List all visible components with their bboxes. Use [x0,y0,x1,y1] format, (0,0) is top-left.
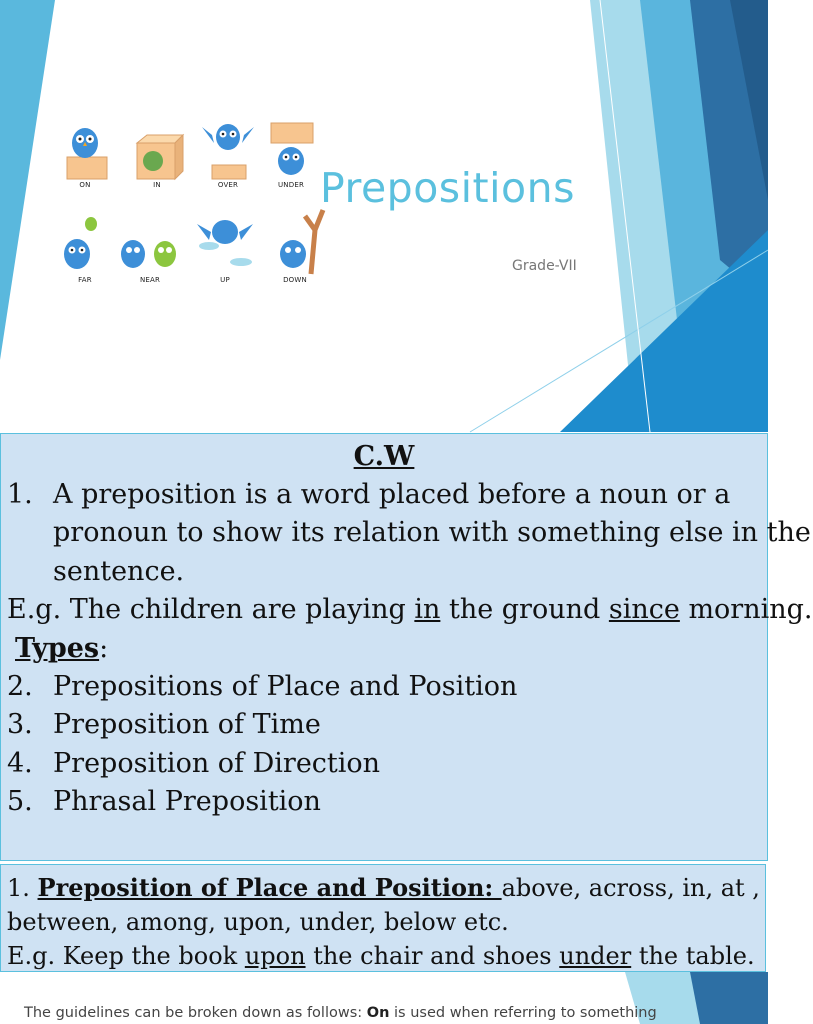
owl-down [265,210,325,285]
types-label: Types [15,632,100,664]
owl-label-over: OVER [217,181,239,189]
owl-near [115,210,185,285]
owl-over [198,115,258,190]
place-position-example [7,939,765,973]
slide-subtitle: Grade-VII [512,258,577,274]
owl-up-icon [195,210,255,280]
guidelines-keyword-on: On [366,1005,390,1021]
example-preposition-since: since [608,594,680,626]
list-item-1-text: A preposition is a word placed before a noun or a [53,479,731,510]
list-item-text: Preposition of Time [53,709,321,741]
example-sentence [1,591,813,629]
list-item-1-text: pronoun to show its relation with something else in the [53,517,811,549]
owl-label-in: IN [153,181,161,189]
list-item [1,706,767,744]
owl-far [55,210,115,285]
place-position-list: above, across, in, at , [501,874,760,902]
types-heading [1,630,767,668]
list-item-text: Phrasal Preposition [53,786,321,818]
list-item [1,783,767,821]
guidelines-text-part: is used when referring to something [389,1005,657,1021]
owl-label-under: UNDER [277,181,305,189]
place-position-title: Preposition of Place and Position: [37,873,502,902]
example-text: morning. [679,594,813,626]
owl-down-icon [265,210,325,280]
list-item [1,745,767,783]
example-preposition-upon: upon [244,942,306,970]
example-text: the table. [631,942,755,970]
example-text: E.g. The children are playing [7,594,415,626]
example-text: E.g. Keep the book [7,942,245,970]
list-item-text: Prepositions of Place and Position [53,670,518,702]
title-slide [0,0,768,432]
bottom-accent-dark [690,972,768,1024]
owl-under [261,115,321,190]
owl-in [127,115,187,190]
example-preposition-in: in [414,594,441,626]
example-text: the chair and shoes [305,942,560,970]
classwork-box [0,433,813,861]
classwork-heading: C.W [353,441,415,472]
list-item-1-line-3 [1,553,767,591]
owl-far-icon [55,210,115,280]
prepositions-illustration [55,115,330,295]
place-position-list-line-2: between, among, upon, under, below etc. [7,908,509,936]
owl-label-near: NEAR [139,276,161,284]
owl-label-down: DOWN [283,276,307,284]
list-item-number: 3. [7,709,33,741]
list-item-1-line-2 [1,514,811,552]
owl-on [55,115,115,190]
list-item-number: 5. [7,786,33,818]
guidelines-text-part: The guidelines can be broken down as follows: [24,1005,367,1021]
owl-under-icon [261,115,321,185]
owl-near-icon [115,210,185,280]
owl-label-far: FAR [78,276,92,284]
list-item [1,668,767,706]
list-item-text: Preposition of Direction [53,747,381,779]
list-item-1-number: 1. [7,479,33,510]
place-position-definition [7,871,765,905]
example-preposition-under: under [559,942,632,970]
slide-title: Prepositions [320,164,575,212]
owl-in-icon [127,115,187,185]
types-colon: : [99,632,109,664]
owl-label-on: ON [79,181,91,189]
place-position-number: 1. [7,874,38,902]
owl-up [195,210,255,285]
owl-label-up: UP [220,276,230,284]
list-item-number: 4. [7,747,33,779]
place-position-box [0,864,766,972]
owl-over-icon [198,115,258,185]
left-accent-shape [0,0,55,360]
owl-on-icon [55,115,115,185]
list-item-1-text: sentence. [53,555,185,587]
example-text: the ground [440,594,609,626]
guidelines-text [24,1005,657,1021]
list-item-1-line-1 [1,476,767,514]
list-item-number: 2. [7,670,33,702]
